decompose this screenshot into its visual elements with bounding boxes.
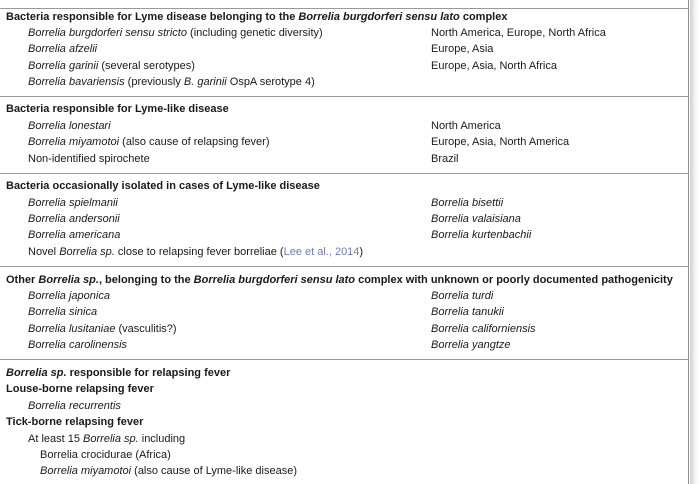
species-cell: Borrelia carolinensis — [28, 339, 128, 351]
section-heading-occasional: Bacteria occasionally isolated in cases of Lyme-like disease — [6, 180, 320, 192]
region-cell: Europe, Asia — [431, 43, 494, 55]
table-row — [0, 25, 689, 41]
species-cell: Borrelia miyamotoi (also cause of relapsing fever) — [28, 136, 270, 148]
region-cell: Europe, Asia, North America — [431, 136, 570, 148]
region-cell: Brazil — [431, 153, 459, 165]
species-cell: Borrelia valaisiana — [431, 213, 521, 225]
list-item: Borrelia miyamotoi (also cause of Lyme-like disease) — [40, 465, 297, 477]
section-divider — [0, 96, 689, 97]
table-row — [0, 118, 689, 134]
species-cell: Borrelia tanukii — [431, 306, 504, 318]
heading-text: complex — [459, 11, 508, 23]
species-cell: Borrelia lusitaniae (vasculitis?) — [28, 323, 177, 335]
species-cell: Novel Borrelia sp. close to relapsing fever borreliae (Lee et al., 2014) — [28, 246, 364, 258]
table-row — [0, 211, 689, 227]
region-cell: North America, Europe, North Africa — [431, 27, 606, 39]
table-row — [0, 304, 689, 320]
species-cell: Borrelia americana — [28, 229, 121, 241]
section-heading-relapsing: Borrelia sp. responsible for relapsing fever — [6, 367, 231, 379]
section-divider — [0, 359, 689, 360]
table-row — [0, 58, 689, 74]
table-row — [0, 74, 689, 90]
species-cell: Borrelia spielmanii — [28, 197, 118, 209]
table-row — [0, 195, 689, 211]
species-cell: Borrelia turdi — [431, 290, 494, 302]
species-cell: Borrelia bavariensis (previously B. garinii OspA serotype 4) — [28, 76, 315, 88]
species-cell: Borrelia afzelii — [28, 43, 98, 55]
species-cell: Borrelia andersonii — [28, 213, 120, 225]
species-cell: Borrelia yangtze — [431, 339, 511, 351]
species-cell: Borrelia recurrentis — [28, 400, 121, 412]
species-cell: Borrelia kurtenbachii — [431, 229, 532, 241]
section-divider — [0, 266, 689, 267]
table-row — [0, 321, 689, 337]
section-heading-lyme — [6, 9, 507, 25]
subheading-tick-borne: Tick-borne relapsing fever — [6, 416, 144, 428]
heading-italic: Borrelia burgdorferi sensu lato — [298, 11, 460, 23]
species-cell: Borrelia lonestari — [28, 120, 111, 132]
table-row — [0, 151, 689, 167]
section-divider — [0, 173, 689, 174]
table-row — [0, 41, 689, 57]
heading-text: Bacteria responsible for Lyme disease belonging to the — [6, 11, 299, 23]
region-cell: Europe, Asia, North Africa — [431, 60, 557, 72]
species-cell: Borrelia burgdorferi sensu stricto (including genetic diversity) — [28, 27, 323, 39]
species-cell: Non-identified spirochete — [28, 153, 150, 165]
table-row — [0, 134, 689, 150]
species-cell: Borrelia sinica — [28, 306, 98, 318]
list-item: At least 15 Borrelia sp. including — [28, 433, 186, 445]
species-cell: Borrelia californiensis — [431, 323, 536, 335]
subheading-louse-borne: Louse-borne relapsing fever — [6, 383, 154, 395]
table-row — [0, 337, 689, 353]
list-item: Borrelia crocidurae (Africa) — [40, 449, 171, 461]
species-cell: Borrelia garinii (several serotypes) — [28, 60, 195, 72]
species-cell: Borrelia japonica — [28, 290, 110, 302]
page-edge-shadow — [690, 0, 699, 484]
table-row — [0, 227, 689, 243]
section-heading-other: Other Borrelia sp., belonging to the Borrelia burgdorferi sensu lato complex with unknown or poorly documented pathogenicity — [6, 274, 673, 286]
region-cell: North America — [431, 120, 501, 132]
species-cell: Borrelia bisettii — [431, 197, 504, 209]
citation-link[interactable]: Lee et al., 2014 — [283, 246, 360, 258]
table-row — [0, 288, 689, 304]
section-heading-lyme-like: Bacteria responsible for Lyme-like disease — [6, 103, 229, 115]
table-row — [0, 244, 689, 260]
